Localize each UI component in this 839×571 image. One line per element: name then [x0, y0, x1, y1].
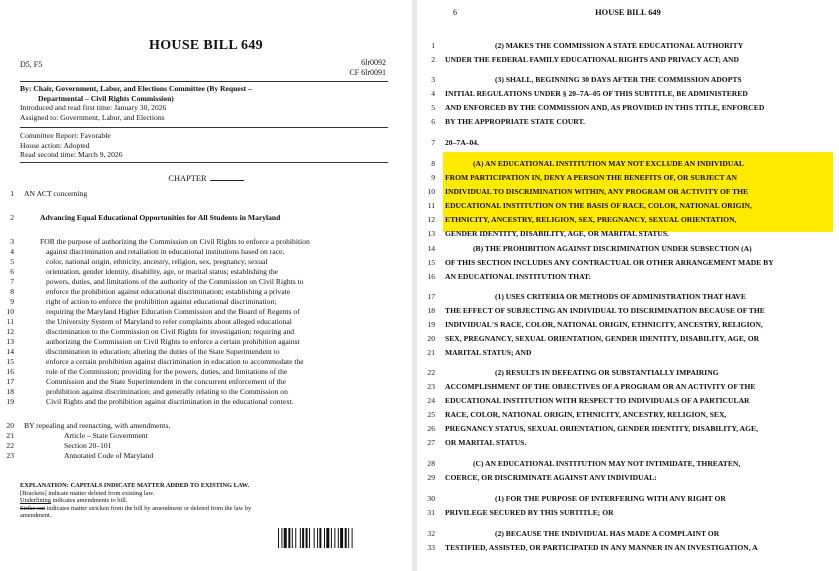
line-number: 10 [427, 187, 435, 196]
line-text: (B) THE PROHIBITION AGAINST DISCRIMINATION UNDER SUBSECTION (A) [473, 244, 752, 253]
bill-history [20, 84, 388, 122]
introduced-date: Introduced and read first time: January 30, 2026 [20, 103, 167, 113]
line-number: 7 [431, 138, 435, 147]
line-number: 11 [427, 201, 435, 210]
line-number: 16 [427, 272, 435, 281]
barcode-bar [300, 528, 301, 548]
line-text: (1) USES CRITERIA OR METHODS OF ADMINISTRATION THAT HAVE [495, 292, 746, 301]
barcode-bar [278, 528, 279, 548]
line-number: 24 [427, 396, 435, 405]
line-text: Article – State Government [64, 431, 148, 440]
barcode-bar [326, 528, 329, 548]
line-number: 17 [427, 292, 435, 301]
line-number: 22 [427, 368, 435, 377]
line-text: Commission and the State Superintendent in the concurrent enforcement of the [46, 377, 286, 386]
line-text: FROM PARTICIPATION IN, DENY A PERSON THE BENEFITS OF, OR SUBJECT AN [445, 173, 737, 182]
line-number: 8 [10, 287, 14, 296]
assigned-committee: Assigned to: Government, Labor, and Elections [20, 112, 165, 122]
barcode-bar [352, 528, 353, 548]
line-text: THE EFFECT OF SUBJECTING AN INDIVIDUAL TO DISCRIMINATION BECAUSE OF THE [445, 306, 765, 315]
line-text: OF THIS SECTION INCLUDES ANY CONTRACTUAL OR OTHER ARRANGEMENT MADE BY [445, 258, 774, 267]
line-text: TESTIFIED, ASSISTED, OR PARTICIPATED IN ANY MANNER IN AN INVESTIGATION, A [445, 543, 758, 552]
line-number: 29 [427, 473, 435, 482]
barcode [278, 528, 382, 548]
line-number: 27 [427, 438, 435, 447]
line-number: 1 [10, 189, 14, 198]
line-text: Civil Rights and the prohibition against discrimination in the educational context. [46, 397, 294, 406]
line-text: 20–7A–04. [445, 138, 479, 147]
barcode-bar [331, 528, 332, 548]
line-text: (1) FOR THE PURPOSE OF INTERFERING WITH ANY RIGHT OR [495, 494, 726, 503]
line-number: 33 [427, 543, 435, 552]
line-number: 18 [427, 306, 435, 315]
line-text: role of the Commission; providing for the powers, duties, and limitations of the [46, 367, 288, 376]
line-text: INITIAL REGULATIONS UNDER § 20–7A–05 OF THIS SUBTITLE, BE ADMINISTERED [445, 89, 748, 98]
line-text: AN EDUCATIONAL INSTITUTION THAT: [445, 272, 592, 281]
line-number: 13 [6, 337, 14, 346]
house-action: House action: Adopted [20, 140, 90, 150]
line-number: 16 [6, 367, 14, 376]
line-text: MARITAL STATUS; AND [445, 348, 532, 357]
barcode-bar [317, 528, 318, 548]
line-text: PREGNANCY STATUS, SEXUAL ORIENTATION, GENDER IDENTITY, DISABILITY, AGE, [445, 424, 758, 433]
line-number: 20 [6, 421, 14, 430]
explanation-strike-cont: amendment. [20, 512, 52, 520]
line-number: 14 [427, 244, 435, 253]
subject-codes: D5, F5 [20, 60, 43, 69]
line-text: EDUCATIONAL INSTITUTION ON THE BASIS OF RACE, COLOR, NATIONAL ORIGIN, [445, 201, 752, 210]
explanation-strike [20, 505, 360, 513]
line-number: 21 [6, 431, 14, 440]
line-text: against discrimination and retaliation in educational institutions based on race, [46, 247, 285, 256]
committee-status [20, 131, 388, 160]
line-number: 19 [6, 397, 14, 406]
line-number: 9 [431, 173, 435, 182]
line-text: prohibition against discrimination; and generally relating to the Commission on [46, 387, 288, 396]
line-number: 15 [6, 357, 14, 366]
line-text: (C) AN EDUCATIONAL INSTITUTION MAY NOT INTIMIDATE, THREATEN, [473, 459, 741, 468]
barcode-bar [284, 528, 287, 548]
line-text: INDIVIDUAL'S RACE, COLOR, NATIONAL ORIGIN, ETHNICITY, ANCESTRY, RELIGION, [445, 320, 763, 329]
line-text: (2) RESULTS IN DEFEATING OR SUBSTANTIALLY IMPAIRING [495, 368, 719, 377]
brackets-text: indicate matter deleted from existing law. [46, 489, 155, 497]
line-text: the University System of Maryland to refer complaints about alleged educational [46, 317, 292, 326]
line-text: (3) SHALL, BEGINNING 30 DAYS AFTER THE COMMISSION ADOPTS [495, 75, 742, 84]
line-number: 21 [427, 348, 435, 357]
line-number: 19 [427, 320, 435, 329]
line-text: ACCOMPLISHMENT OF THE OBJECTIVES OF A PROGRAM OR AN ACTIVITY OF THE [445, 382, 756, 391]
line-number: 23 [427, 382, 435, 391]
line-number: 17 [6, 377, 14, 386]
line-text: UNDER THE FEDERAL FAMILY EDUCATIONAL RIGHTS AND PRIVACY ACT; AND [445, 55, 740, 64]
line-number: 10 [6, 307, 14, 316]
line-number: 9 [10, 297, 14, 306]
line-number: 13 [427, 229, 435, 238]
line-text: enforce the prohibition against educational discrimination; establishing a private [46, 287, 291, 296]
bill-page-6 [417, 0, 839, 571]
line-text: (A) AN EDUCATIONAL INSTITUTION MAY NOT EXCLUDE AN INDIVIDUAL [473, 159, 744, 168]
divider [20, 162, 388, 163]
line-number: 23 [6, 451, 14, 460]
barcode-bar [306, 528, 308, 548]
line-text: orientation, gender identity, disability, age, or marital status; establishing the [46, 267, 279, 276]
barcode-bar [288, 528, 290, 548]
line-text: Advancing Equal Educational Opportunities for All Students in Maryland [40, 213, 281, 222]
barcode-bar [292, 528, 293, 548]
line-text: OR MARITAL STATUS. [445, 438, 527, 447]
line-number: 3 [10, 237, 14, 246]
line-text: PRIVILEGE SECURED BY THIS SUBTITLE; OR [445, 508, 614, 517]
line-text: INDIVIDUAL TO DISCRIMINATION WITHIN, ANY PROGRAM OR ACTIVITY OF THE [445, 187, 749, 196]
line-text: EDUCATIONAL INSTITUTION WITH RESPECT TO INDIVIDUALS OF A PARTICULAR [445, 396, 750, 405]
sponsor-line-1: By: Chair, Government, Labor, and Elections Committee (By Request – [20, 84, 252, 93]
line-number: 2 [431, 55, 435, 64]
line-number: 32 [427, 529, 435, 538]
line-text: powers, duties, and limitations of the authority of the Commission on Civil Rights to [46, 277, 304, 286]
line-number: 15 [427, 258, 435, 267]
line-text: SEX, PREGNANCY, SEXUAL ORIENTATION, GENDER IDENTITY, DISABILITY, AGE, OR [445, 334, 760, 343]
line-text: requiring the Maryland Higher Education Commission and the Board of Regents of [46, 307, 300, 316]
chapter-blank [210, 180, 244, 181]
line-text: color, national origin, ethnicity, ancestry, religion, sex, pregnancy, sexual [46, 257, 268, 266]
barcode-bar [324, 528, 325, 548]
running-title: HOUSE BILL 649 [595, 8, 661, 17]
line-number: 4 [431, 89, 435, 98]
line-text: BY repealing and reenacting, with amendments, [24, 421, 171, 430]
line-number: 2 [10, 213, 14, 222]
drafting-code-2: CF 6lr0091 [349, 68, 386, 77]
line-number: 25 [427, 410, 435, 419]
line-number: 14 [6, 347, 14, 356]
barcode-bar [348, 528, 349, 548]
explanation-brackets [20, 490, 360, 498]
line-number: 5 [10, 257, 14, 266]
bill-first-page [0, 0, 412, 571]
line-text: GENDER IDENTITY, DISABILITY, AGE, OR MARITAL STATUS. [445, 229, 669, 238]
barcode-bar [334, 528, 335, 548]
barcode-bar [338, 528, 339, 548]
line-text: AND ENFORCED BY THE COMMISSION AND, AS PROVIDED IN THIS TITLE, ENFORCED [445, 103, 765, 112]
drafting-code-1: 6lr0092 [361, 58, 386, 67]
sponsor-line-2: Departmental – Civil Rights Commission) [38, 93, 174, 103]
line-text: COERCE, OR DISCRIMINATE AGAINST ANY INDIVIDUAL: [445, 473, 657, 482]
second-reading-date: Read second time: March 9, 2026 [20, 150, 123, 160]
line-number: 18 [6, 387, 14, 396]
line-text: Annotated Code of Maryland [64, 451, 154, 460]
line-number: 31 [427, 508, 435, 517]
committee-report: Committee Report: Favorable [20, 131, 111, 140]
line-text: (2) BECAUSE THE INDIVIDUAL HAS MADE A COMPLAINT OR [495, 529, 720, 538]
line-number: 1 [431, 41, 435, 50]
page-number: 6 [453, 8, 457, 17]
divider [20, 127, 388, 128]
barcode-bar [281, 528, 282, 548]
barcode-bar [314, 528, 315, 548]
line-text: enforce a certain prohibition against discrimination in education to accommodate the [46, 357, 304, 366]
line-number: 11 [6, 317, 14, 326]
barcode-bar [309, 528, 310, 548]
line-text: BY THE APPROPRIATE STATE COURT. [445, 117, 585, 126]
bill-title: HOUSE BILL 649 [149, 38, 263, 53]
strike-term: Strike out [20, 504, 46, 512]
line-number: 20 [427, 334, 435, 343]
line-number: 4 [10, 247, 14, 256]
barcode-bar [319, 528, 321, 548]
line-number: 30 [427, 494, 435, 503]
line-number: 22 [6, 441, 14, 450]
barcode-bar [302, 528, 304, 548]
line-number: 3 [431, 75, 435, 84]
line-text: discrimination to the Commission on Civil Rights for investigation; requiring and [46, 327, 295, 336]
chapter-label: CHAPTER [168, 174, 207, 183]
explanation-box [20, 482, 360, 520]
line-number: 6 [10, 267, 14, 276]
line-number: 12 [427, 215, 435, 224]
line-text: right of action to enforce the prohibition against educational discrimination; [46, 297, 277, 306]
line-number: 28 [427, 459, 435, 468]
line-number: 8 [431, 159, 435, 168]
strike-text: indicates matter stricken from the bill by amendment or deleted from the law by [45, 504, 252, 512]
line-text: RACE, COLOR, NATIONAL ORIGIN, ETHNICITY, ANCESTRY, RELIGION, SEX, [445, 410, 727, 419]
line-text: AN ACT concerning [24, 189, 88, 198]
line-text: Section 20–101 [64, 441, 112, 450]
line-number: 12 [6, 327, 14, 336]
line-number: 26 [427, 424, 435, 433]
chapter-heading [0, 174, 412, 183]
line-text: discrimination in education; altering the duties of the State Superintendent to [46, 347, 280, 356]
explanation-heading: EXPLANATION: CAPITALS INDICATE MATTER ADDED TO EXISTING LAW. [20, 482, 250, 489]
line-text: FOR the purpose of authorizing the Commission on Civil Rights to enforce a prohibition [40, 237, 310, 246]
underline-term: Underlining [20, 497, 51, 505]
explanation-underline [20, 497, 360, 505]
drafting-codes [349, 58, 386, 78]
barcode-bar [345, 528, 347, 548]
line-number: 5 [431, 103, 435, 112]
line-number: 7 [10, 277, 14, 286]
barcode-bar [340, 528, 343, 548]
line-number: 6 [431, 117, 435, 126]
brackets-term: [Brackets] [20, 489, 47, 497]
line-text: authorizing the Commission on Civil Rights to enforce a certain prohibition against [46, 337, 300, 346]
underline-text: indicates amendments to bill. [50, 497, 128, 505]
line-text: ETHNICITY, ANCESTRY, RELIGION, SEX, PREGNANCY, SEXUAL ORIENTATION, [445, 215, 737, 224]
divider [20, 81, 388, 82]
line-text: (2) MAKES THE COMMISSION A STATE EDUCATIONAL AUTHORITY [495, 41, 744, 50]
barcode-bar [295, 528, 296, 548]
